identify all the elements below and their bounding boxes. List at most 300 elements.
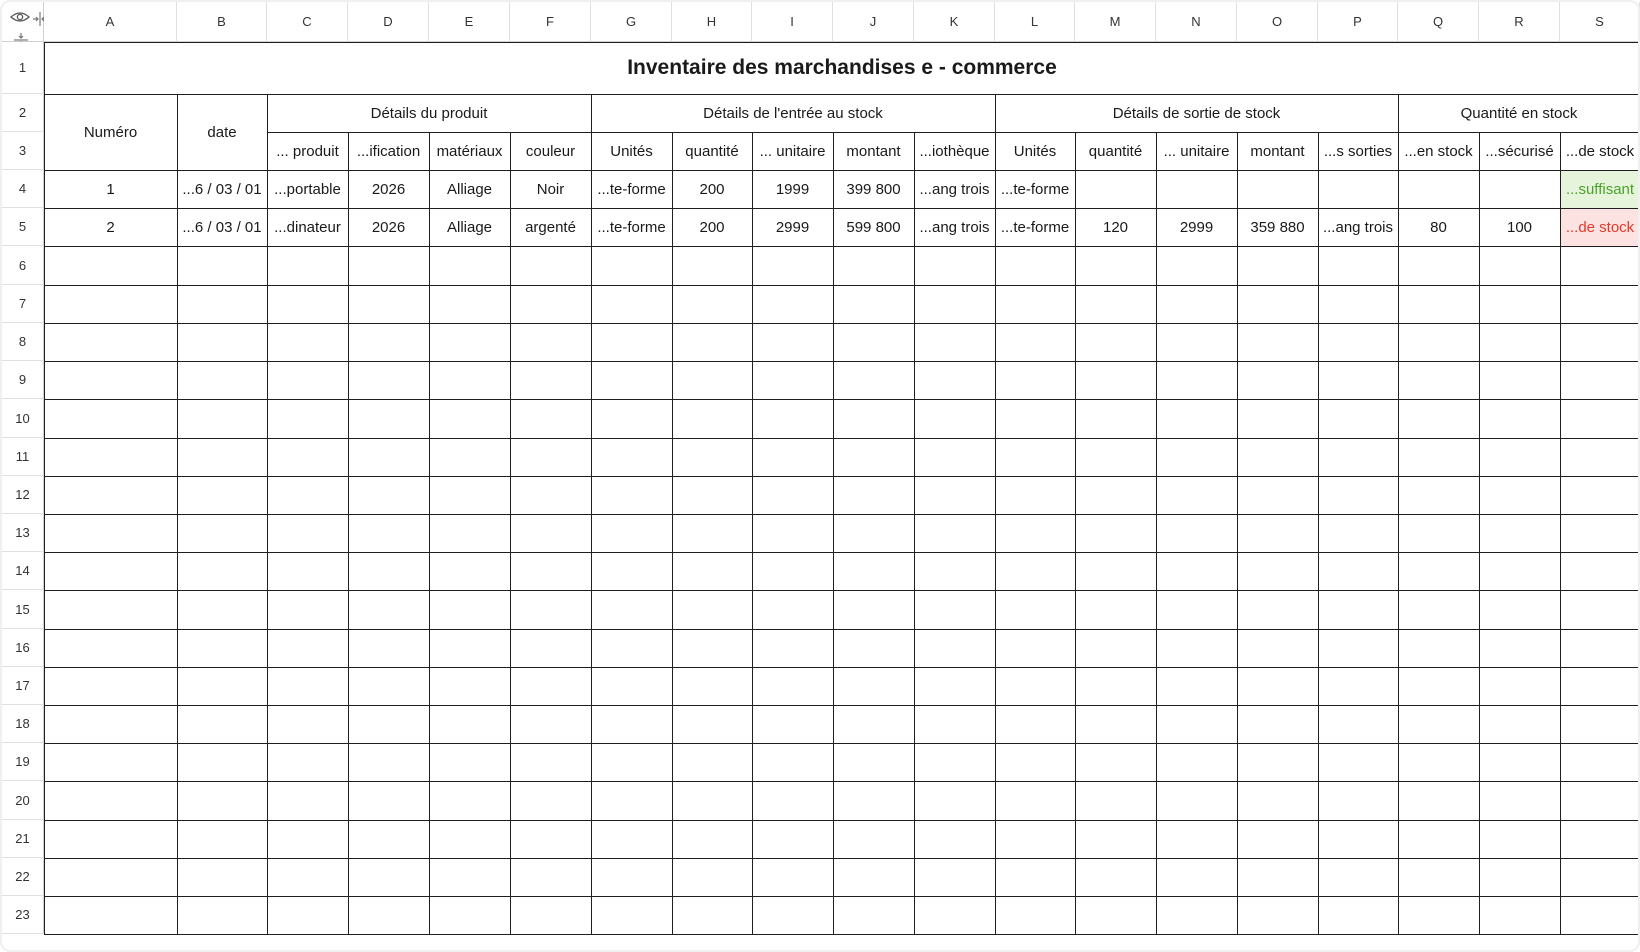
- cell-s14[interactable]: [1560, 552, 1640, 590]
- cell-l8[interactable]: [995, 323, 1075, 361]
- column-header-b[interactable]: B: [177, 2, 267, 42]
- cell-e21[interactable]: [429, 820, 510, 858]
- column-header-a[interactable]: A: [44, 2, 177, 42]
- cell-s12[interactable]: [1560, 476, 1640, 514]
- cell-j7[interactable]: [833, 285, 914, 323]
- column-header-q[interactable]: Q: [1398, 2, 1479, 42]
- row-header-21[interactable]: 21: [2, 820, 44, 858]
- cell-m14[interactable]: [1075, 552, 1156, 590]
- cell-r6[interactable]: [1479, 246, 1560, 285]
- cell-r5[interactable]: 100: [1479, 208, 1560, 246]
- cell-i16[interactable]: [752, 629, 833, 667]
- cell-p8[interactable]: [1318, 323, 1398, 361]
- cell-b21[interactable]: [177, 820, 267, 858]
- cell-f16[interactable]: [510, 629, 591, 667]
- cell-i14[interactable]: [752, 552, 833, 590]
- cell-r15[interactable]: [1479, 590, 1560, 629]
- cell-m5[interactable]: 120: [1075, 208, 1156, 246]
- cell-m21[interactable]: [1075, 820, 1156, 858]
- cell-d6[interactable]: [348, 246, 429, 285]
- column-header-c[interactable]: C: [267, 2, 348, 42]
- cell-k11[interactable]: [914, 438, 995, 476]
- cell-n23[interactable]: [1156, 896, 1237, 934]
- cell-h22[interactable]: [672, 858, 752, 896]
- cell-j15[interactable]: [833, 590, 914, 629]
- cell-f7[interactable]: [510, 285, 591, 323]
- cell-o13[interactable]: [1237, 514, 1318, 552]
- cell-o19[interactable]: [1237, 743, 1318, 781]
- cell-j17[interactable]: [833, 667, 914, 705]
- cell-l20[interactable]: [995, 781, 1075, 820]
- cell-s8[interactable]: [1560, 323, 1640, 361]
- cell-i10[interactable]: [752, 399, 833, 438]
- cell-r20[interactable]: [1479, 781, 1560, 820]
- cell-m23[interactable]: [1075, 896, 1156, 934]
- cell-o7[interactable]: [1237, 285, 1318, 323]
- cell-j4[interactable]: 399 800: [833, 170, 914, 208]
- cell-e6[interactable]: [429, 246, 510, 285]
- cell-m8[interactable]: [1075, 323, 1156, 361]
- cell-c19[interactable]: [267, 743, 348, 781]
- cell-r4[interactable]: [1479, 170, 1560, 208]
- row-header-16[interactable]: 16: [2, 629, 44, 667]
- cell-i23[interactable]: [752, 896, 833, 934]
- cell-e8[interactable]: [429, 323, 510, 361]
- cell-d23[interactable]: [348, 896, 429, 934]
- cell-c22[interactable]: [267, 858, 348, 896]
- cell-o10[interactable]: [1237, 399, 1318, 438]
- cell-h4[interactable]: 200: [672, 170, 752, 208]
- cell-d11[interactable]: [348, 438, 429, 476]
- cell-b13[interactable]: [177, 514, 267, 552]
- subheader-h[interactable]: quantité: [672, 132, 752, 170]
- cell-f21[interactable]: [510, 820, 591, 858]
- cell-g15[interactable]: [591, 590, 672, 629]
- cell-i6[interactable]: [752, 246, 833, 285]
- cell-e15[interactable]: [429, 590, 510, 629]
- cell-e10[interactable]: [429, 399, 510, 438]
- cell-l16[interactable]: [995, 629, 1075, 667]
- cell-n17[interactable]: [1156, 667, 1237, 705]
- cell-g22[interactable]: [591, 858, 672, 896]
- subheader-q[interactable]: ...en stock: [1398, 132, 1479, 170]
- cell-a22[interactable]: [44, 858, 177, 896]
- cell-m16[interactable]: [1075, 629, 1156, 667]
- cell-l10[interactable]: [995, 399, 1075, 438]
- row-header-18[interactable]: 18: [2, 705, 44, 743]
- cell-l18[interactable]: [995, 705, 1075, 743]
- row-header-14[interactable]: 14: [2, 552, 44, 590]
- cell-h17[interactable]: [672, 667, 752, 705]
- cell-s19[interactable]: [1560, 743, 1640, 781]
- cell-a17[interactable]: [44, 667, 177, 705]
- cell-n22[interactable]: [1156, 858, 1237, 896]
- column-header-m[interactable]: M: [1075, 2, 1156, 42]
- cell-q23[interactable]: [1398, 896, 1479, 934]
- cell-c4[interactable]: ...portable: [267, 170, 348, 208]
- cell-r10[interactable]: [1479, 399, 1560, 438]
- cell-i19[interactable]: [752, 743, 833, 781]
- cell-e19[interactable]: [429, 743, 510, 781]
- cell-a8[interactable]: [44, 323, 177, 361]
- cell-j6[interactable]: [833, 246, 914, 285]
- cell-s17[interactable]: [1560, 667, 1640, 705]
- cell-h7[interactable]: [672, 285, 752, 323]
- cell-f15[interactable]: [510, 590, 591, 629]
- cell-l21[interactable]: [995, 820, 1075, 858]
- cell-l23[interactable]: [995, 896, 1075, 934]
- cell-d4[interactable]: 2026: [348, 170, 429, 208]
- header-stock-exit[interactable]: Détails de sortie de stock: [995, 94, 1398, 132]
- cell-c12[interactable]: [267, 476, 348, 514]
- cell-g11[interactable]: [591, 438, 672, 476]
- cell-d16[interactable]: [348, 629, 429, 667]
- cell-r9[interactable]: [1479, 361, 1560, 399]
- cell-a19[interactable]: [44, 743, 177, 781]
- cell-a10[interactable]: [44, 399, 177, 438]
- sheet-title[interactable]: Inventaire des marchandises e - commerce: [44, 42, 1640, 94]
- column-header-h[interactable]: H: [672, 2, 752, 42]
- cell-f19[interactable]: [510, 743, 591, 781]
- cell-g12[interactable]: [591, 476, 672, 514]
- cell-r11[interactable]: [1479, 438, 1560, 476]
- cell-s18[interactable]: [1560, 705, 1640, 743]
- cell-o18[interactable]: [1237, 705, 1318, 743]
- cell-o9[interactable]: [1237, 361, 1318, 399]
- cell-d7[interactable]: [348, 285, 429, 323]
- header-product-details[interactable]: Détails du produit: [267, 94, 591, 132]
- cell-e22[interactable]: [429, 858, 510, 896]
- cell-b18[interactable]: [177, 705, 267, 743]
- cell-o11[interactable]: [1237, 438, 1318, 476]
- cell-n16[interactable]: [1156, 629, 1237, 667]
- cell-e14[interactable]: [429, 552, 510, 590]
- cell-d12[interactable]: [348, 476, 429, 514]
- cell-k21[interactable]: [914, 820, 995, 858]
- cell-i9[interactable]: [752, 361, 833, 399]
- cell-j14[interactable]: [833, 552, 914, 590]
- row-header-10[interactable]: 10: [2, 399, 44, 438]
- cell-k8[interactable]: [914, 323, 995, 361]
- cell-p17[interactable]: [1318, 667, 1398, 705]
- cell-o12[interactable]: [1237, 476, 1318, 514]
- cell-h8[interactable]: [672, 323, 752, 361]
- cell-n12[interactable]: [1156, 476, 1237, 514]
- cell-s21[interactable]: [1560, 820, 1640, 858]
- cell-n5[interactable]: 2999: [1156, 208, 1237, 246]
- cell-a6[interactable]: [44, 246, 177, 285]
- cell-s4[interactable]: ...suffisant: [1560, 170, 1640, 208]
- cell-j5[interactable]: 599 800: [833, 208, 914, 246]
- cell-q17[interactable]: [1398, 667, 1479, 705]
- cell-q16[interactable]: [1398, 629, 1479, 667]
- cell-d22[interactable]: [348, 858, 429, 896]
- cell-k22[interactable]: [914, 858, 995, 896]
- cell-g8[interactable]: [591, 323, 672, 361]
- cell-p13[interactable]: [1318, 514, 1398, 552]
- cell-i12[interactable]: [752, 476, 833, 514]
- cell-p10[interactable]: [1318, 399, 1398, 438]
- column-header-g[interactable]: G: [591, 2, 672, 42]
- cell-o6[interactable]: [1237, 246, 1318, 285]
- cell-h21[interactable]: [672, 820, 752, 858]
- row-header-19[interactable]: 19: [2, 743, 44, 781]
- cell-k5[interactable]: ...ang trois: [914, 208, 995, 246]
- cell-o8[interactable]: [1237, 323, 1318, 361]
- cell-d14[interactable]: [348, 552, 429, 590]
- cell-l19[interactable]: [995, 743, 1075, 781]
- cell-q10[interactable]: [1398, 399, 1479, 438]
- cell-c8[interactable]: [267, 323, 348, 361]
- cell-r19[interactable]: [1479, 743, 1560, 781]
- cell-h20[interactable]: [672, 781, 752, 820]
- subheader-i[interactable]: ... unitaire: [752, 132, 833, 170]
- cell-a12[interactable]: [44, 476, 177, 514]
- cell-a18[interactable]: [44, 705, 177, 743]
- cell-d19[interactable]: [348, 743, 429, 781]
- cell-q6[interactable]: [1398, 246, 1479, 285]
- cell-q19[interactable]: [1398, 743, 1479, 781]
- cell-m9[interactable]: [1075, 361, 1156, 399]
- cell-m4[interactable]: [1075, 170, 1156, 208]
- cell-h12[interactable]: [672, 476, 752, 514]
- subheader-n[interactable]: ... unitaire: [1156, 132, 1237, 170]
- cell-a14[interactable]: [44, 552, 177, 590]
- cell-s7[interactable]: [1560, 285, 1640, 323]
- row-header-3[interactable]: 3: [2, 132, 44, 170]
- cell-s9[interactable]: [1560, 361, 1640, 399]
- cell-k13[interactable]: [914, 514, 995, 552]
- cell-i5[interactable]: 2999: [752, 208, 833, 246]
- cell-q8[interactable]: [1398, 323, 1479, 361]
- cell-a16[interactable]: [44, 629, 177, 667]
- subheader-r[interactable]: ...sécurisé: [1479, 132, 1560, 170]
- cell-h13[interactable]: [672, 514, 752, 552]
- cell-a4[interactable]: 1: [44, 170, 177, 208]
- cell-l6[interactable]: [995, 246, 1075, 285]
- cell-n21[interactable]: [1156, 820, 1237, 858]
- subheader-s[interactable]: ...de stock: [1560, 132, 1640, 170]
- cell-g9[interactable]: [591, 361, 672, 399]
- cell-g6[interactable]: [591, 246, 672, 285]
- subheader-k[interactable]: ...iothèque: [914, 132, 995, 170]
- cell-j10[interactable]: [833, 399, 914, 438]
- cell-m19[interactable]: [1075, 743, 1156, 781]
- cell-c15[interactable]: [267, 590, 348, 629]
- subheader-p[interactable]: ...s sorties: [1318, 132, 1398, 170]
- cell-a5[interactable]: 2: [44, 208, 177, 246]
- cell-p14[interactable]: [1318, 552, 1398, 590]
- cell-o20[interactable]: [1237, 781, 1318, 820]
- cell-j8[interactable]: [833, 323, 914, 361]
- cell-p7[interactable]: [1318, 285, 1398, 323]
- cell-h19[interactable]: [672, 743, 752, 781]
- cell-o22[interactable]: [1237, 858, 1318, 896]
- cell-m15[interactable]: [1075, 590, 1156, 629]
- cell-s6[interactable]: [1560, 246, 1640, 285]
- row-header-1[interactable]: 1: [2, 42, 44, 94]
- cell-a15[interactable]: [44, 590, 177, 629]
- cell-j20[interactable]: [833, 781, 914, 820]
- row-header-15[interactable]: 15: [2, 590, 44, 629]
- row-header-23[interactable]: 23: [2, 896, 44, 934]
- cell-k6[interactable]: [914, 246, 995, 285]
- cell-l22[interactable]: [995, 858, 1075, 896]
- cell-k10[interactable]: [914, 399, 995, 438]
- cell-g16[interactable]: [591, 629, 672, 667]
- cell-f6[interactable]: [510, 246, 591, 285]
- cell-b19[interactable]: [177, 743, 267, 781]
- cell-f9[interactable]: [510, 361, 591, 399]
- cell-q14[interactable]: [1398, 552, 1479, 590]
- cell-o14[interactable]: [1237, 552, 1318, 590]
- cell-j16[interactable]: [833, 629, 914, 667]
- cell-i22[interactable]: [752, 858, 833, 896]
- subheader-o[interactable]: montant: [1237, 132, 1318, 170]
- row-header-9[interactable]: 9: [2, 361, 44, 399]
- cell-k18[interactable]: [914, 705, 995, 743]
- cell-k12[interactable]: [914, 476, 995, 514]
- cell-a21[interactable]: [44, 820, 177, 858]
- cell-o5[interactable]: 359 880: [1237, 208, 1318, 246]
- cell-o16[interactable]: [1237, 629, 1318, 667]
- cell-c5[interactable]: ...dinateur: [267, 208, 348, 246]
- cell-n13[interactable]: [1156, 514, 1237, 552]
- cell-f5[interactable]: argenté: [510, 208, 591, 246]
- cell-i7[interactable]: [752, 285, 833, 323]
- cell-h23[interactable]: [672, 896, 752, 934]
- header-stock-entry[interactable]: Détails de l'entrée au stock: [591, 94, 995, 132]
- cell-j11[interactable]: [833, 438, 914, 476]
- cell-b5[interactable]: ...6 / 03 / 01: [177, 208, 267, 246]
- row-header-7[interactable]: 7: [2, 285, 44, 323]
- cell-f11[interactable]: [510, 438, 591, 476]
- cell-j9[interactable]: [833, 361, 914, 399]
- cell-k4[interactable]: ...ang trois: [914, 170, 995, 208]
- cell-f17[interactable]: [510, 667, 591, 705]
- cell-c10[interactable]: [267, 399, 348, 438]
- cell-p9[interactable]: [1318, 361, 1398, 399]
- cell-d10[interactable]: [348, 399, 429, 438]
- subheader-f[interactable]: couleur: [510, 132, 591, 170]
- cell-s16[interactable]: [1560, 629, 1640, 667]
- cell-s15[interactable]: [1560, 590, 1640, 629]
- cell-m12[interactable]: [1075, 476, 1156, 514]
- cell-k20[interactable]: [914, 781, 995, 820]
- cell-n7[interactable]: [1156, 285, 1237, 323]
- cell-e13[interactable]: [429, 514, 510, 552]
- cell-b12[interactable]: [177, 476, 267, 514]
- cell-q12[interactable]: [1398, 476, 1479, 514]
- cell-p16[interactable]: [1318, 629, 1398, 667]
- cell-c7[interactable]: [267, 285, 348, 323]
- cell-r12[interactable]: [1479, 476, 1560, 514]
- cell-q11[interactable]: [1398, 438, 1479, 476]
- cell-q15[interactable]: [1398, 590, 1479, 629]
- cell-i13[interactable]: [752, 514, 833, 552]
- cell-d15[interactable]: [348, 590, 429, 629]
- cell-p15[interactable]: [1318, 590, 1398, 629]
- cell-j12[interactable]: [833, 476, 914, 514]
- cell-g23[interactable]: [591, 896, 672, 934]
- cell-h14[interactable]: [672, 552, 752, 590]
- cell-p6[interactable]: [1318, 246, 1398, 285]
- subheader-c[interactable]: ... produit: [267, 132, 348, 170]
- row-header-17[interactable]: 17: [2, 667, 44, 705]
- column-header-e[interactable]: E: [429, 2, 510, 42]
- cell-n4[interactable]: [1156, 170, 1237, 208]
- cell-s22[interactable]: [1560, 858, 1640, 896]
- row-header-12[interactable]: 12: [2, 476, 44, 514]
- row-header-8[interactable]: 8: [2, 323, 44, 361]
- cell-h11[interactable]: [672, 438, 752, 476]
- cell-q22[interactable]: [1398, 858, 1479, 896]
- cell-c14[interactable]: [267, 552, 348, 590]
- column-header-f[interactable]: F: [510, 2, 591, 42]
- cell-o15[interactable]: [1237, 590, 1318, 629]
- cell-b16[interactable]: [177, 629, 267, 667]
- cell-b11[interactable]: [177, 438, 267, 476]
- cell-b17[interactable]: [177, 667, 267, 705]
- cell-r17[interactable]: [1479, 667, 1560, 705]
- cell-r23[interactable]: [1479, 896, 1560, 934]
- cell-e17[interactable]: [429, 667, 510, 705]
- header-numero[interactable]: Numéro: [44, 94, 177, 170]
- cell-a9[interactable]: [44, 361, 177, 399]
- cell-j13[interactable]: [833, 514, 914, 552]
- cell-p19[interactable]: [1318, 743, 1398, 781]
- cell-e4[interactable]: Alliage: [429, 170, 510, 208]
- cell-i21[interactable]: [752, 820, 833, 858]
- cell-h6[interactable]: [672, 246, 752, 285]
- subheader-j[interactable]: montant: [833, 132, 914, 170]
- cell-g20[interactable]: [591, 781, 672, 820]
- cell-p11[interactable]: [1318, 438, 1398, 476]
- cell-o23[interactable]: [1237, 896, 1318, 934]
- cell-d21[interactable]: [348, 820, 429, 858]
- cell-f23[interactable]: [510, 896, 591, 934]
- subheader-m[interactable]: quantité: [1075, 132, 1156, 170]
- cell-m13[interactable]: [1075, 514, 1156, 552]
- column-header-r[interactable]: R: [1479, 2, 1560, 42]
- cell-e12[interactable]: [429, 476, 510, 514]
- cell-b14[interactable]: [177, 552, 267, 590]
- cell-o21[interactable]: [1237, 820, 1318, 858]
- cell-f22[interactable]: [510, 858, 591, 896]
- row-header-22[interactable]: 22: [2, 858, 44, 896]
- column-header-j[interactable]: J: [833, 2, 914, 42]
- cell-p21[interactable]: [1318, 820, 1398, 858]
- cell-k19[interactable]: [914, 743, 995, 781]
- cell-g13[interactable]: [591, 514, 672, 552]
- row-header-2[interactable]: 2: [2, 94, 44, 132]
- cell-k14[interactable]: [914, 552, 995, 590]
- cell-k9[interactable]: [914, 361, 995, 399]
- cell-e20[interactable]: [429, 781, 510, 820]
- cell-l13[interactable]: [995, 514, 1075, 552]
- cell-l15[interactable]: [995, 590, 1075, 629]
- cell-n18[interactable]: [1156, 705, 1237, 743]
- cell-l9[interactable]: [995, 361, 1075, 399]
- cell-e11[interactable]: [429, 438, 510, 476]
- cell-h10[interactable]: [672, 399, 752, 438]
- cell-m6[interactable]: [1075, 246, 1156, 285]
- cell-r21[interactable]: [1479, 820, 1560, 858]
- cell-h5[interactable]: 200: [672, 208, 752, 246]
- cell-j22[interactable]: [833, 858, 914, 896]
- cell-d20[interactable]: [348, 781, 429, 820]
- cell-n11[interactable]: [1156, 438, 1237, 476]
